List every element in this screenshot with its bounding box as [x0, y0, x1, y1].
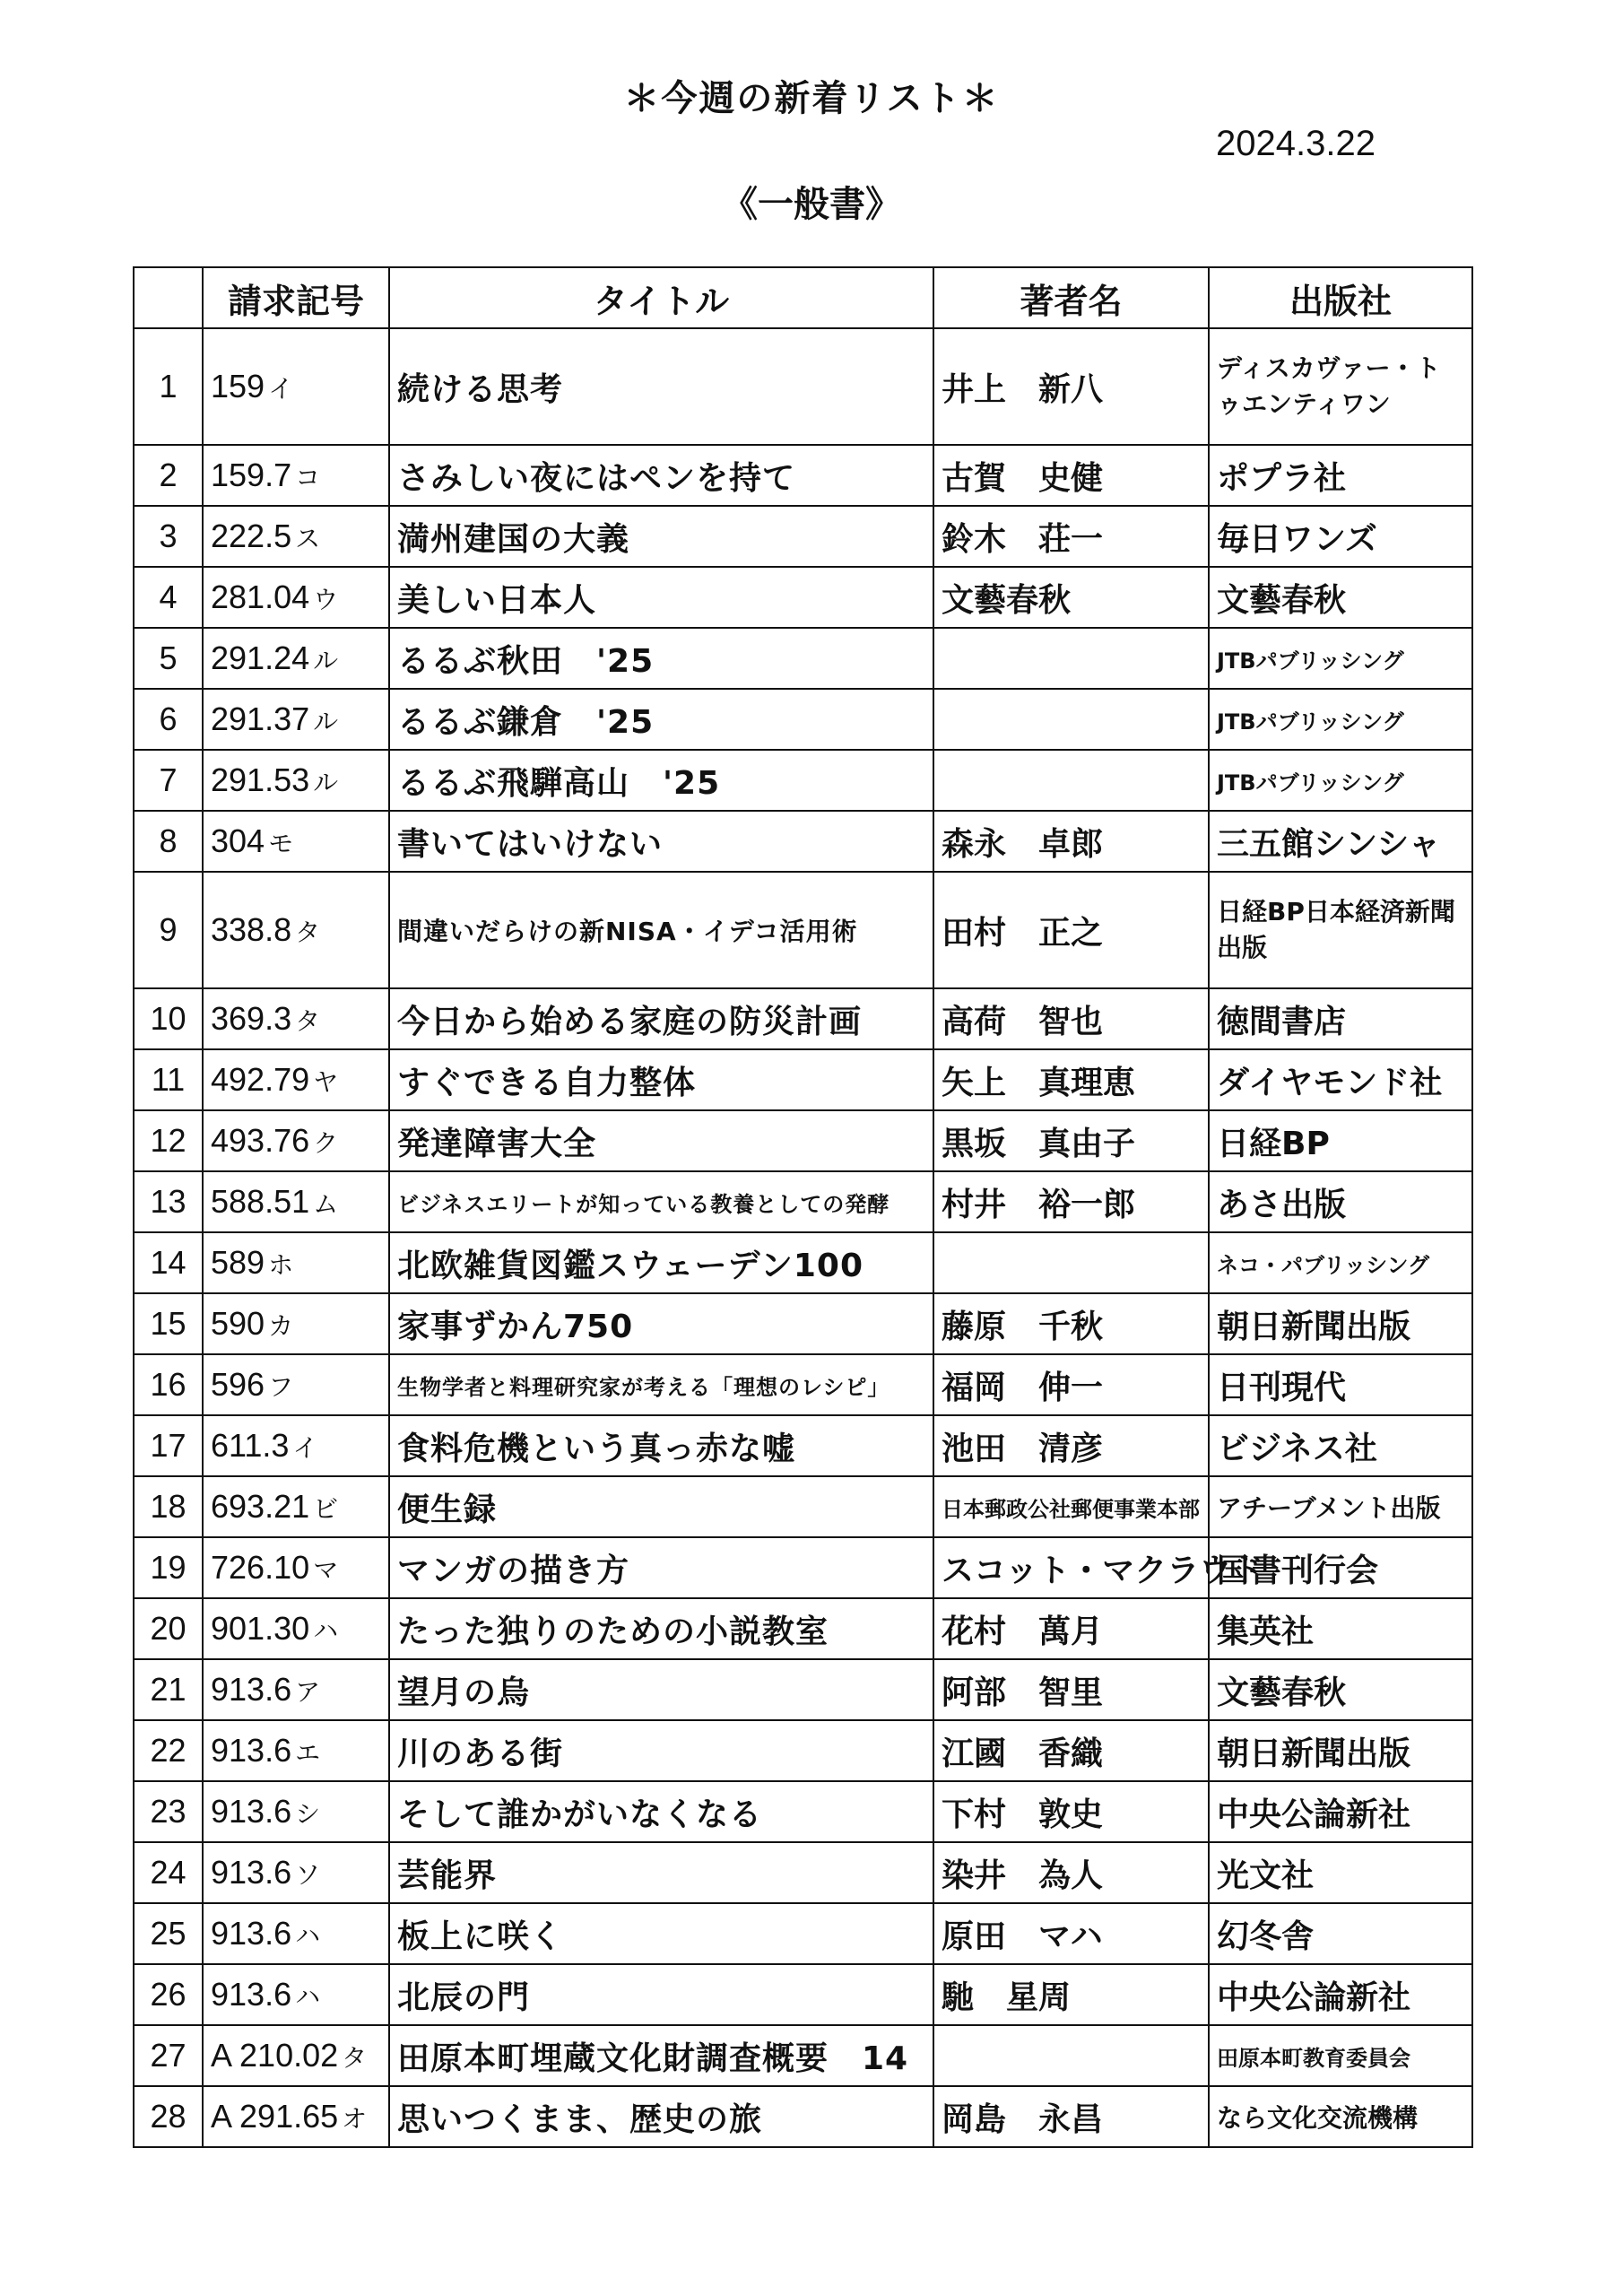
call-number	[203, 628, 389, 689]
book-author: 村井 裕一郎	[933, 1171, 1209, 1232]
row-number: 19	[134, 1537, 203, 1598]
book-publisher: ビジネス社	[1209, 1415, 1472, 1476]
call-number-class: 222.5	[211, 517, 292, 554]
call-number-class: 590	[211, 1305, 265, 1342]
row-number: 5	[134, 628, 203, 689]
call-number	[203, 1842, 389, 1903]
book-title: 望月の烏	[389, 1659, 933, 1720]
table-row	[134, 1293, 1472, 1354]
book-author: 矢上 真理恵	[933, 1049, 1209, 1110]
book-publisher: なら文化交流機構	[1209, 2086, 1472, 2147]
header-publisher: 出版社	[1209, 267, 1472, 328]
call-number-kana: ウ	[313, 586, 339, 613]
table-row	[134, 1842, 1472, 1903]
call-number-class: A 210.02	[211, 2037, 339, 2074]
book-title: 食料危機という真っ赤な嘘	[389, 1415, 933, 1476]
book-title: 思いつくまま、歴史の旅	[389, 2086, 933, 2147]
book-publisher: 中央公論新社	[1209, 1964, 1472, 2025]
call-number-class: 338.8	[211, 911, 292, 948]
table-row	[134, 689, 1472, 750]
row-number: 16	[134, 1354, 203, 1415]
book-author: 花村 萬月	[933, 1598, 1209, 1659]
call-number-kana: イ	[268, 375, 294, 403]
call-number-class: A 291.65	[211, 2098, 339, 2135]
book-publisher: 文藝春秋	[1209, 567, 1472, 628]
table-row	[134, 1415, 1472, 1476]
call-number	[203, 1415, 389, 1476]
call-number-kana: ル	[313, 708, 339, 735]
call-number-class: 492.79	[211, 1061, 310, 1098]
call-number-class: 369.3	[211, 1000, 292, 1037]
book-publisher: 徳間書店	[1209, 988, 1472, 1049]
book-title: 田原本町埋蔵文化財調査概要 14	[389, 2025, 933, 2086]
call-number-class: 291.37	[211, 700, 310, 737]
call-number	[203, 1903, 389, 1964]
table-row	[134, 1659, 1472, 1720]
call-number	[203, 1232, 389, 1293]
row-number: 3	[134, 506, 203, 567]
book-publisher: ダイヤモンド社	[1209, 1049, 1472, 1110]
book-title: さみしい夜にはペンを持て	[389, 445, 933, 506]
call-number-kana: ハ	[295, 1983, 321, 2011]
row-number: 22	[134, 1720, 203, 1781]
book-title: るるぶ秋田 '25	[389, 628, 933, 689]
call-number	[203, 1964, 389, 2025]
table-row	[134, 445, 1472, 506]
book-title: そして誰かがいなくなる	[389, 1781, 933, 1842]
book-title: 川のある街	[389, 1720, 933, 1781]
book-publisher: 日刊現代	[1209, 1354, 1472, 1415]
book-title: 生物学者と料理研究家が考える「理想のレシピ」	[389, 1354, 933, 1415]
call-number-kana: ハ	[295, 1922, 321, 1950]
table-row	[134, 1171, 1472, 1232]
table-row	[134, 2025, 1472, 2086]
book-publisher: JTBパブリッシング	[1209, 689, 1472, 750]
book-title: 今日から始める家庭の防災計画	[389, 988, 933, 1049]
book-title: 芸能界	[389, 1842, 933, 1903]
call-number	[203, 1171, 389, 1232]
table-row	[134, 811, 1472, 872]
book-publisher: 中央公論新社	[1209, 1781, 1472, 1842]
table-row	[134, 750, 1472, 811]
book-publisher: 田原本町教育委員会	[1209, 2025, 1472, 2086]
book-author: 森永 卓郎	[933, 811, 1209, 872]
call-number-kana: ホ	[268, 1251, 294, 1279]
call-number-class: 588.51	[211, 1183, 310, 1220]
row-number: 27	[134, 2025, 203, 2086]
call-number	[203, 1781, 389, 1842]
book-publisher: 朝日新聞出版	[1209, 1720, 1472, 1781]
call-number-kana: フ	[268, 1373, 294, 1401]
row-number: 9	[134, 872, 203, 988]
call-number	[203, 2025, 389, 2086]
call-number	[203, 872, 389, 988]
book-publisher: 文藝春秋	[1209, 1659, 1472, 1720]
call-number-kana: タ	[295, 1007, 321, 1035]
call-number-kana: カ	[268, 1312, 294, 1340]
call-number	[203, 1293, 389, 1354]
book-author: 文藝春秋	[933, 567, 1209, 628]
call-number-kana: ス	[295, 525, 321, 552]
call-number	[203, 1598, 389, 1659]
section-subtitle: 《一般書》	[722, 184, 901, 225]
book-title: 北欧雑貨図鑑スウェーデン100	[389, 1232, 933, 1293]
call-number-kana: ハ	[313, 1617, 339, 1645]
row-number: 6	[134, 689, 203, 750]
table-row	[134, 506, 1472, 567]
book-author: 岡島 永昌	[933, 2086, 1209, 2147]
call-number-kana: タ	[342, 2044, 368, 2072]
row-number: 28	[134, 2086, 203, 2147]
table-row	[134, 1903, 1472, 1964]
book-author: 阿部 智里	[933, 1659, 1209, 1720]
call-number-class: 913.6	[211, 1854, 292, 1891]
book-publisher: 三五館シンシャ	[1209, 811, 1472, 872]
call-number	[203, 1476, 389, 1537]
call-number	[203, 445, 389, 506]
book-publisher: 日経BP日本経済新聞出版	[1209, 872, 1472, 988]
book-publisher: ディスカヴァー・トゥエンティワン	[1209, 328, 1472, 445]
book-author: 下村 敦史	[933, 1781, 1209, 1842]
call-number-kana: ル	[313, 647, 339, 674]
book-publisher: アチーブメント出版	[1209, 1476, 1472, 1537]
row-number: 18	[134, 1476, 203, 1537]
book-title: 美しい日本人	[389, 567, 933, 628]
list-date: 2024.3.22	[1216, 124, 1376, 163]
call-number-kana: ソ	[295, 1861, 321, 1889]
book-author: 池田 清彦	[933, 1415, 1209, 1476]
row-number: 23	[134, 1781, 203, 1842]
row-number: 25	[134, 1903, 203, 1964]
row-number: 1	[134, 328, 203, 445]
book-publisher: ネコ・パブリッシング	[1209, 1232, 1472, 1293]
table-row	[134, 1049, 1472, 1110]
table-row	[134, 1354, 1472, 1415]
book-publisher: 集英社	[1209, 1598, 1472, 1659]
row-number: 2	[134, 445, 203, 506]
call-number-kana: ヤ	[313, 1068, 339, 1096]
header-call-number: 請求記号	[203, 267, 389, 328]
header-title: タイトル	[389, 267, 933, 328]
row-number: 17	[134, 1415, 203, 1476]
book-publisher: JTBパブリッシング	[1209, 628, 1472, 689]
book-publisher: ポプラ社	[1209, 445, 1472, 506]
book-author: 黒坂 真由子	[933, 1110, 1209, 1171]
call-number	[203, 1354, 389, 1415]
row-number: 20	[134, 1598, 203, 1659]
book-author	[933, 689, 1209, 750]
new-arrivals-table	[133, 266, 1473, 2148]
book-author: 高荷 智也	[933, 988, 1209, 1049]
call-number-class: 159.7	[211, 457, 292, 493]
table-row	[134, 1476, 1472, 1537]
book-publisher: 幻冬舎	[1209, 1903, 1472, 1964]
row-number: 26	[134, 1964, 203, 2025]
call-number-kana: ビ	[313, 1495, 339, 1523]
call-number-class: 291.24	[211, 639, 310, 676]
book-author: 井上 新八	[933, 328, 1209, 445]
call-number-class: 726.10	[211, 1549, 310, 1586]
call-number-class: 913.6	[211, 1915, 292, 1952]
row-number: 15	[134, 1293, 203, 1354]
call-number-class: 693.21	[211, 1488, 310, 1525]
book-author: 日本郵政公社郵便事業本部	[933, 1476, 1209, 1537]
row-number: 21	[134, 1659, 203, 1720]
call-number	[203, 1659, 389, 1720]
book-title: 書いてはいけない	[389, 811, 933, 872]
book-author: 古賀 史健	[933, 445, 1209, 506]
row-number: 4	[134, 567, 203, 628]
call-number	[203, 506, 389, 567]
table-row	[134, 988, 1472, 1049]
call-number-class: 596	[211, 1366, 265, 1403]
call-number-kana: イ	[292, 1434, 318, 1462]
book-author: 染井 為人	[933, 1842, 1209, 1903]
call-number-kana: マ	[313, 1556, 339, 1584]
call-number-class: 291.53	[211, 761, 310, 798]
book-publisher: 国書刊行会	[1209, 1537, 1472, 1598]
table-row	[134, 628, 1472, 689]
call-number-kana: タ	[295, 918, 321, 946]
book-author: 馳 星周	[933, 1964, 1209, 2025]
book-author	[933, 628, 1209, 689]
book-title: るるぶ飛騨高山 '25	[389, 750, 933, 811]
table-row	[134, 1232, 1472, 1293]
table-row	[134, 1964, 1472, 2025]
table-row	[134, 1720, 1472, 1781]
table-row	[134, 1537, 1472, 1598]
row-number: 8	[134, 811, 203, 872]
book-author	[933, 750, 1209, 811]
call-number-class: 589	[211, 1244, 265, 1281]
call-number-kana: ク	[313, 1129, 339, 1157]
book-publisher: 日経BP	[1209, 1110, 1472, 1171]
book-author: スコット・マクラウド	[933, 1537, 1209, 1598]
book-publisher: 朝日新聞出版	[1209, 1293, 1472, 1354]
call-number-kana: モ	[268, 830, 294, 857]
call-number	[203, 2086, 389, 2147]
call-number-kana: エ	[295, 1739, 321, 1767]
call-number	[203, 1110, 389, 1171]
call-number	[203, 1720, 389, 1781]
table-row	[134, 1598, 1472, 1659]
call-number	[203, 750, 389, 811]
book-author: 藤原 千秋	[933, 1293, 1209, 1354]
call-number-class: 913.6	[211, 1671, 292, 1708]
table-header-row	[134, 267, 1472, 328]
row-number: 14	[134, 1232, 203, 1293]
table-row	[134, 567, 1472, 628]
book-title: マンガの描き方	[389, 1537, 933, 1598]
table-row	[134, 328, 1472, 445]
call-number-kana: ル	[313, 769, 339, 796]
book-title: 続ける思考	[389, 328, 933, 445]
book-title: るるぶ鎌倉 '25	[389, 689, 933, 750]
table-row	[134, 1110, 1472, 1171]
call-number	[203, 567, 389, 628]
call-number-class: 493.76	[211, 1122, 310, 1159]
call-number	[203, 1049, 389, 1110]
book-title: たった独りのための小説教室	[389, 1598, 933, 1659]
book-publisher: 光文社	[1209, 1842, 1472, 1903]
call-number-class: 913.6	[211, 1976, 292, 2013]
book-title: 家事ずかん750	[389, 1293, 933, 1354]
book-title: 満州建国の大義	[389, 506, 933, 567]
call-number	[203, 1537, 389, 1598]
call-number-kana: コ	[295, 464, 321, 491]
call-number-class: 913.6	[211, 1793, 292, 1830]
call-number-class: 611.3	[211, 1427, 290, 1464]
header-author: 著者名	[933, 267, 1209, 328]
book-title: 便生録	[389, 1476, 933, 1537]
call-number	[203, 811, 389, 872]
header-number	[134, 267, 203, 328]
book-author: 江國 香織	[933, 1720, 1209, 1781]
row-number: 7	[134, 750, 203, 811]
call-number-class: 159	[211, 368, 265, 404]
row-number: 11	[134, 1049, 203, 1110]
row-number: 13	[134, 1171, 203, 1232]
call-number-class: 913.6	[211, 1732, 292, 1769]
book-title: 間違いだらけの新NISA・イデコ活用術	[389, 872, 933, 988]
table-row	[134, 2086, 1472, 2147]
table-body	[134, 328, 1472, 2147]
row-number: 10	[134, 988, 203, 1049]
book-author: 田村 正之	[933, 872, 1209, 988]
book-publisher: あさ出版	[1209, 1171, 1472, 1232]
book-title: ビジネスエリートが知っている教養としての発酵	[389, 1171, 933, 1232]
call-number-class: 281.04	[211, 578, 310, 615]
call-number-kana: シ	[295, 1800, 321, 1828]
book-author	[933, 1232, 1209, 1293]
book-title: 発達障害大全	[389, 1110, 933, 1171]
book-author: 福岡 伸一	[933, 1354, 1209, 1415]
call-number-class: 304	[211, 822, 265, 859]
book-title: 板上に咲く	[389, 1903, 933, 1964]
book-author: 鈴木 荘一	[933, 506, 1209, 567]
call-number	[203, 689, 389, 750]
table-row	[134, 1781, 1472, 1842]
page-title: ＊今週の新着リスト＊	[623, 78, 1000, 119]
call-number-kana: ム	[313, 1190, 339, 1218]
book-title: すぐできる自力整体	[389, 1049, 933, 1110]
call-number	[203, 988, 389, 1049]
call-number-class: 901.30	[211, 1610, 310, 1647]
call-number-kana: オ	[342, 2105, 368, 2133]
book-title: 北辰の門	[389, 1964, 933, 2025]
call-number-kana: ア	[295, 1678, 321, 1706]
call-number	[203, 328, 389, 445]
row-number: 24	[134, 1842, 203, 1903]
book-publisher: 毎日ワンズ	[1209, 506, 1472, 567]
book-author	[933, 2025, 1209, 2086]
book-publisher: JTBパブリッシング	[1209, 750, 1472, 811]
table-row	[134, 872, 1472, 988]
row-number: 12	[134, 1110, 203, 1171]
book-author: 原田 マハ	[933, 1903, 1209, 1964]
